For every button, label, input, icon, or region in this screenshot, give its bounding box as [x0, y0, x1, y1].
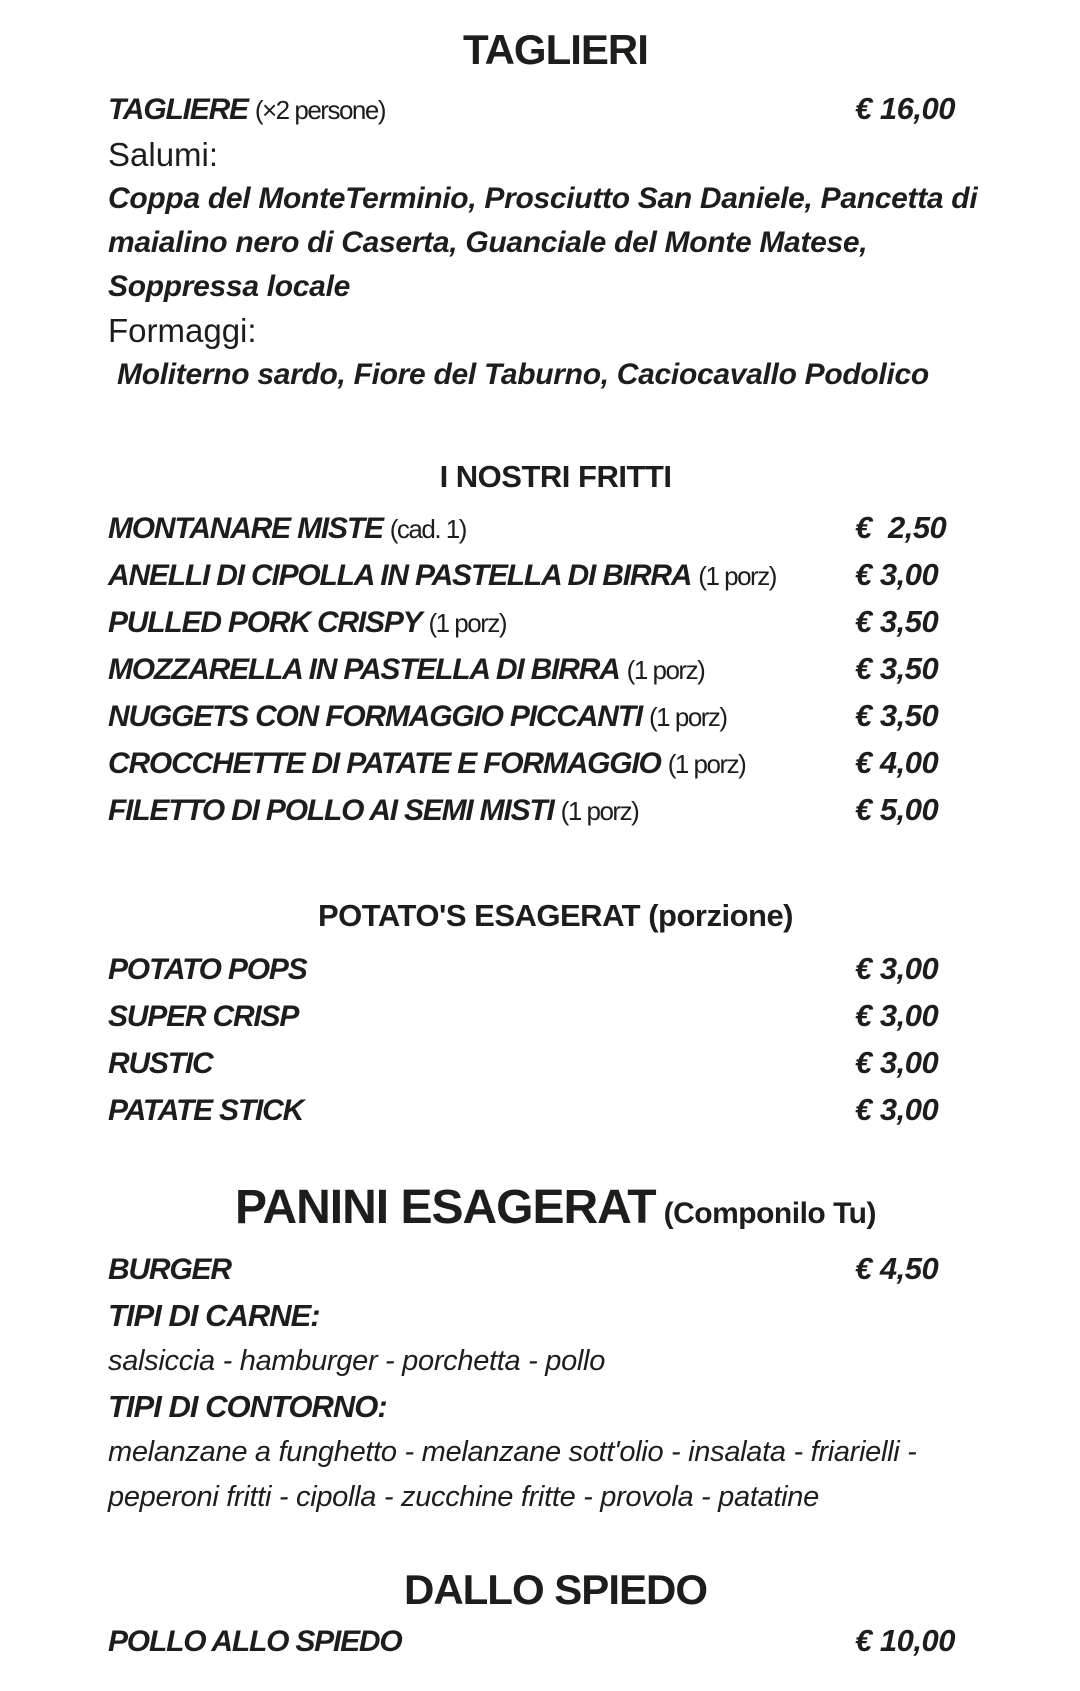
item-price: € 5,00 — [855, 792, 939, 827]
section-potatos — [108, 896, 1003, 1134]
section-title-note: (Componilo Tu) — [663, 1197, 876, 1230]
item-name: FILETTO DI POLLO AI SEMI MISTI — [108, 794, 554, 827]
item-name: PATATE STICK — [108, 1094, 304, 1127]
section-fritti — [108, 457, 1003, 834]
menu-item-row — [108, 86, 1003, 133]
item-name: CROCCHETTE DI PATATE E FORMAGGIO — [108, 747, 661, 780]
item-name: NUGGETS CON FORMAGGIO PICCANTI — [108, 700, 643, 733]
section-title-spiedo: DALLO SPIEDO — [403, 1566, 708, 1613]
item-name: RUSTIC — [108, 1047, 213, 1080]
item-price: € 2,50 — [855, 510, 947, 545]
item-price: € 3,00 — [855, 557, 939, 592]
menu-item-row — [108, 993, 1003, 1040]
item-note: (1 porz) — [428, 608, 507, 638]
item-price: € 3,50 — [855, 651, 939, 686]
detail-text-contorno: melanzane a funghetto - melanzane sott'olio - insalata - friarielli - peperoni fritti - cipolla - zucchine fritte - provola - patatine — [108, 1436, 917, 1513]
item-note: (1 porz) — [667, 749, 746, 779]
item-name: POLLO ALLO SPIEDO — [108, 1625, 402, 1658]
item-price: € 4,00 — [855, 745, 939, 780]
item-note: (1 porz) — [698, 561, 776, 591]
menu-item-row — [108, 1246, 1003, 1293]
detail-label-formaggi: Formaggi: — [108, 312, 257, 349]
item-name: MOZZARELLA IN PASTELLA DI BIRRA — [108, 653, 620, 686]
item-note: (1 porz) — [626, 655, 705, 685]
section-title-fritti: I NOSTRI FRITTI — [439, 459, 672, 494]
item-price: € 3,50 — [855, 604, 939, 639]
section-taglieri — [108, 28, 1003, 397]
item-note: (1 porz) — [649, 702, 727, 732]
menu-item-row — [108, 1087, 1003, 1134]
menu-item-row — [108, 599, 1003, 646]
section-title-panini — [108, 1182, 1003, 1240]
item-price: € 16,00 — [855, 91, 955, 126]
section-spiedo — [108, 1568, 1003, 1665]
detail-text-formaggi: Moliterno sardo, Fiore del Taburno, Caciocavallo Podolico — [117, 358, 929, 391]
menu-item-row — [108, 693, 1003, 740]
menu-item-row — [108, 740, 1003, 787]
item-note: (1 porz) — [560, 796, 639, 826]
item-name: POTATO POPS — [108, 953, 307, 986]
menu-item-row — [108, 646, 1003, 693]
item-price: € 3,00 — [855, 951, 939, 986]
detail-text-carne: salsiccia - hamburger - porchetta - pollo — [108, 1345, 606, 1377]
item-name: ANELLI DI CIPOLLA IN PASTELLA DI BIRRA — [108, 559, 692, 592]
section-title-potatos: POTATO'S ESAGERAT (porzione) — [317, 898, 794, 933]
detail-text-salumi: Coppa del MonteTerminio, Prosciutto San Daniele, Pancetta di maialino nero di Caserta, Guanciale del Monte Matese, Soppressa locale — [108, 182, 978, 303]
item-name: MONTANARE MISTE — [108, 512, 383, 545]
detail-label-carne: TIPI DI CARNE: — [108, 1298, 320, 1333]
menu-item-row — [108, 1040, 1003, 1087]
menu-item-row — [108, 787, 1003, 834]
section-title-taglieri: TAGLIERI — [463, 26, 648, 73]
item-price: € 3,50 — [855, 698, 939, 733]
item-price: € 4,50 — [855, 1251, 939, 1286]
item-note: (×2 persone) — [254, 95, 385, 125]
item-price: € 3,00 — [855, 1092, 939, 1127]
item-note: (cad. 1) — [389, 514, 466, 544]
item-name: TAGLIERE — [108, 93, 248, 126]
item-name: SUPER CRISP — [108, 1000, 299, 1033]
item-name: PULLED PORK CRISPY — [108, 606, 422, 639]
item-price: € 3,00 — [855, 998, 939, 1033]
detail-label-salumi: Salumi: — [108, 136, 219, 173]
section-title-text: PANINI ESAGERAT — [235, 1181, 656, 1234]
item-price: € 3,00 — [855, 1045, 939, 1080]
detail-label-contorno: TIPI DI CONTORNO: — [108, 1389, 387, 1424]
menu-item-row — [108, 946, 1003, 993]
menu-item-row — [108, 552, 1003, 599]
item-name: BURGER — [108, 1253, 231, 1286]
item-price: € 10,00 — [855, 1623, 955, 1658]
menu-item-row — [108, 505, 1003, 552]
menu-item-row — [108, 1618, 1003, 1665]
section-panini — [108, 1182, 1003, 1520]
